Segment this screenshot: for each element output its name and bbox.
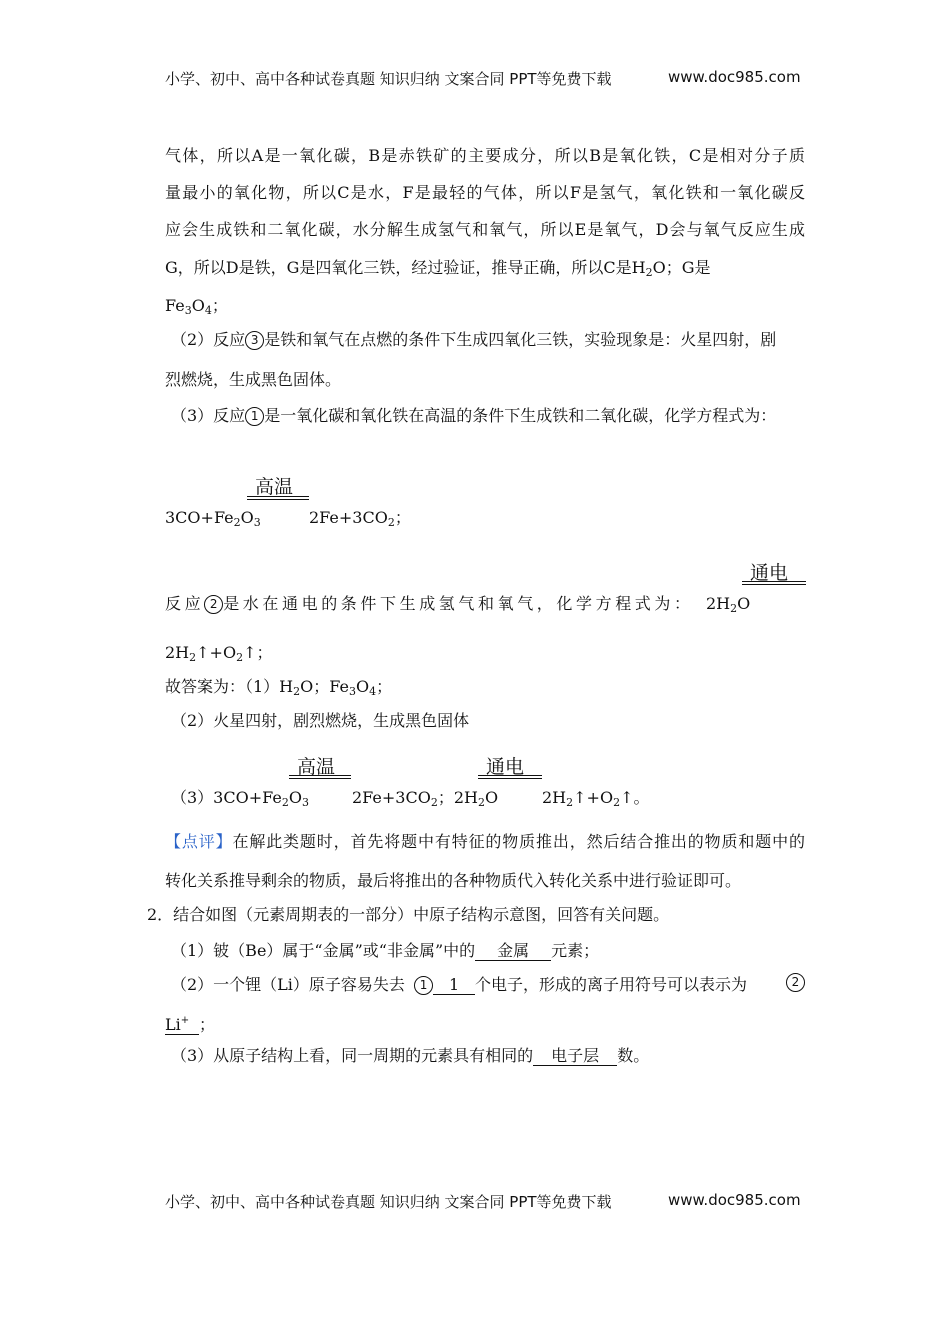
equation-product: $2H_2↑+O_2↑$；: [165, 643, 273, 664]
equation-product: $2Fe+3CO_2$；: [309, 508, 411, 529]
text-line: 烈燃烧，生成黑色固体。: [165, 370, 342, 389]
text-line: G，所以D是铁，G是四氧化三铁，经过验证，推导正确，所以C是$H_2O$；G是: [165, 258, 711, 279]
text-line: 量最小的氧化物，所以C是水，F是最轻的气体，所以F是氢气，氧化铁和一氧化碳反: [165, 183, 805, 202]
text-line: 反应 2 是水在通电的条件下生成氢气和氧气，化学方程式为：: [165, 594, 694, 613]
text-line: 应会生成铁和二氧化碳，水分解生成氢气和氧气，所以E是氧气，D会与氧气反应生成: [165, 220, 805, 239]
circled-number: 2: [786, 973, 805, 992]
text-line: $Fe_3O_4$；: [165, 296, 228, 317]
equation-product: $2H_2↑+O_2↑$。: [542, 788, 650, 809]
equation: $3CO+Fe_2O_3$: [165, 508, 261, 529]
answer-line: （2）火星四射，剧烈燃烧，生成黑色固体: [171, 711, 470, 730]
question-line: Li+ ；: [165, 1012, 805, 1035]
reaction-condition: 高温: [289, 752, 351, 779]
answer-blank: 电子层: [533, 1047, 617, 1066]
question-title: 2．结合如图（元素周期表的一部分）中原子结构示意图，回答有关问题。: [147, 905, 670, 924]
question-line: （1）铍（Be）属于“金属”或“非金属”中的 金属 元素；: [171, 941, 600, 960]
comment-tag: 【点评】: [165, 832, 233, 851]
question-line: （2）一个锂（Li）原子容易失去 1 1 个电子，形成的离子用符号可以表示为: [171, 975, 748, 994]
circled-number: 1: [414, 976, 433, 995]
answer-line: 故答案为：$(1)H_2O$；$Fe_3O_4$；: [165, 677, 393, 698]
footer-text: 小学、初中、高中各种试卷真题 知识归纳 文案合同 PPT等免费下载: [165, 1193, 612, 1211]
reaction-condition: 通电: [742, 558, 806, 585]
reaction-condition: 高温: [247, 472, 309, 499]
circled-number: 2: [204, 595, 223, 614]
text-line: 气体，所以A是一氧化碳，B是赤铁矿的主要成分，所以B是氧化铁，C是相对分子质: [165, 146, 805, 165]
text-line: （2）反应 3 是铁和氧气在点燃的条件下生成四氧化三铁，实验现象是：火星四射，剧: [171, 330, 777, 349]
text-line: （3）反应 1 是一氧化碳和氧化铁在高温的条件下生成铁和二氧化碳，化学方程式为：: [171, 406, 777, 425]
equation: $2Fe+3CO_2$；$2H_2O$: [352, 788, 499, 809]
answer-blank: 1: [433, 976, 475, 995]
equation: $2H_2O$: [706, 594, 751, 615]
circled-number: 1: [245, 407, 264, 426]
answer-blank: 金属: [475, 942, 551, 961]
reaction-condition: 通电: [478, 752, 542, 779]
comment-line: 转化关系推导剩余的物质，最后将推出的各种物质代入转化关系中进行验证即可。: [165, 871, 742, 890]
header-url[interactable]: www.doc985.com: [668, 68, 801, 86]
answer-line: $(3)3CO+Fe_2O_3$: [171, 788, 309, 809]
footer-url[interactable]: www.doc985.com: [668, 1191, 801, 1209]
answer-blank: Li+: [165, 1012, 199, 1035]
question-line: （3）从原子结构上看，同一周期的元素具有相同的 电子层 数。: [171, 1046, 650, 1065]
comment-line: 【点评】在解此类题时，首先将题中有特征的物质推出，然后结合推出的物质和题中的: [165, 832, 805, 851]
circled-number: 3: [245, 331, 264, 350]
header-text: 小学、初中、高中各种试卷真题 知识归纳 文案合同 PPT等免费下载: [165, 70, 612, 88]
